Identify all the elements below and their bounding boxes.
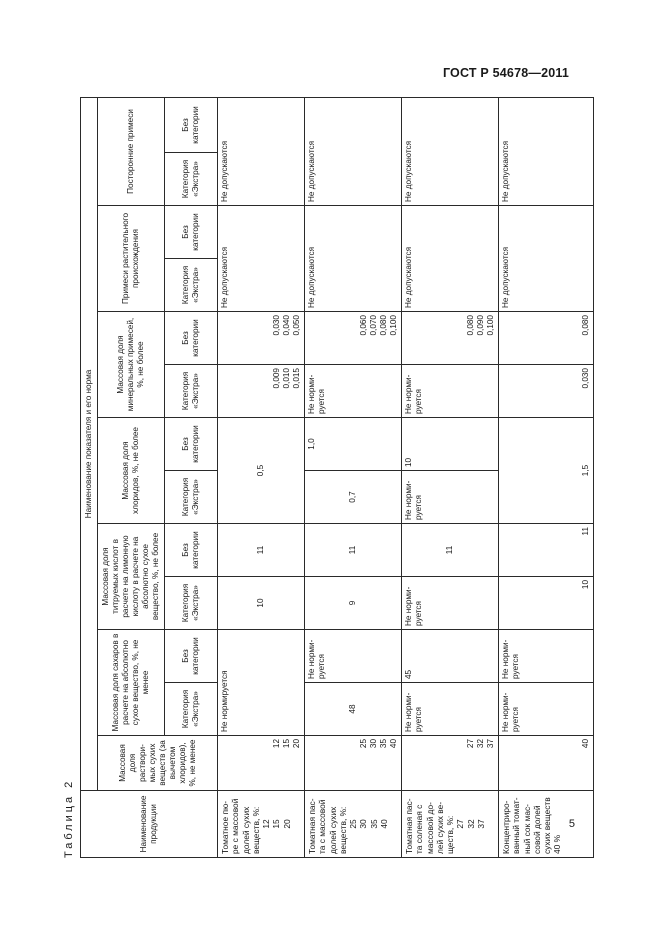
sub-mineral-extra: Категория «Экстра» [165,365,218,418]
chloride-none-value: 1,0 [305,418,402,471]
header-chloride: Массовая доля хлоридов, %, не более [98,418,165,524]
plant-value: Не допускаются [305,206,402,312]
product-name: Концентриро-ванный томат-ный сок мас-совой долей сухих веществ 40 % [501,797,563,854]
sub-foreign-extra: Категория «Экстра» [165,153,218,206]
foreign-value: Не допускаются [305,97,402,205]
header-dry-matter: Массовая доля раствори-мых сухих веществ (за вычетом хлоридов), %, не менее [98,736,218,791]
sub-plant-none: Без категории [165,206,218,259]
mineral-none-value: 0,080 [499,312,594,365]
product-values: 12 15 20 [261,819,292,829]
acid-none-value: 11 [402,524,499,577]
product-cell [218,791,305,858]
sugar-extra-value: 48 [305,683,402,736]
sub-acid-none: Без категории [165,524,218,577]
dry-value: 40 [499,736,594,791]
dry-value: 12 15 20 [218,736,305,791]
page-number: 5 [568,818,575,830]
standard-code: ГОСТ Р 54678—2011 [442,66,569,80]
sugar-none-value: 45 [402,630,499,683]
mineral-extra-value: Не норми-руется [402,365,499,418]
product-values: 25 30 35 40 [348,819,389,829]
table-caption: Таблица 2 [63,778,75,858]
acid-none-value: 11 [218,524,305,577]
foreign-value: Не допускаются [218,97,305,205]
table-row [218,97,305,857]
foreign-value: Не допускаются [402,97,499,205]
sub-plant-extra: Категория «Экстра» [165,259,218,312]
product-name: Томатное пю-ре с массовой долей сухих веществ, %: [220,798,261,854]
product-cell [499,791,594,858]
sub-mineral-none: Без категории [165,312,218,365]
acid-extra-value: 10 [218,577,305,630]
header-sugar: Массовая доля сахаров в расчете на абсолютно сухое вещество, %, не менее [98,630,165,736]
plant-value: Не допускаются [499,206,594,312]
sugar-value: Не нормируется [218,630,305,736]
dry-value: 25 30 35 40 [305,736,402,791]
header-foreign-impurities: Посторонние примеси [98,97,165,205]
chloride-none-value: 10 [402,418,499,471]
mineral-extra-value: 0,009 0,010 0,015 [218,365,305,418]
mineral-extra-value: 0,030 [499,365,594,418]
sugar-extra-value: Не норми-руется [499,683,594,736]
sugar-none-value: Не норми-руется [305,630,402,683]
header-indicator-group: Наименование показателя и его норма [81,97,98,790]
product-cell [305,791,402,858]
dry-value: 27 32 37 [402,736,499,791]
product-values: 27 32 37 [455,819,486,829]
product-cell [402,791,499,858]
rotated-table-block [60,98,590,858]
header-mineral: Массовая доля минеральных примесей, %, не более [98,312,165,418]
table-row [499,97,594,857]
product-name: Томатная пас-та соленая с массовой до-лей сухих ве-ществ, %: [404,798,455,854]
table-row [402,97,499,857]
mineral-extra-value: Не норми-руется [305,365,402,418]
plant-value: Не допускаются [402,206,499,312]
mineral-none-value: 0,030 0,040 0,050 [218,312,305,365]
sub-sugar-none: Без категории [165,630,218,683]
header-acid: Массовая доля титруемых кислот в расчете на лимонную кислоту в расчете на абсолютно сухое вещество, %, не более [98,524,165,630]
foreign-value: Не допускаются [499,97,594,205]
header-product: Наименование продукции [81,791,218,858]
sub-foreign-none: Без категории [165,97,218,152]
chloride-extra-value: Не норми-руется [402,471,499,524]
sugar-none-value: Не норми-руется [499,630,594,683]
chloride-value: 0,5 [218,418,305,524]
acid-none-value: 11 [305,524,402,577]
chloride-extra-value: 0,7 [305,471,402,524]
table-row [305,97,402,857]
mineral-none-value: 0,080 0,090 0,100 [402,312,499,365]
sub-chloride-extra: Категория «Экстра» [165,471,218,524]
acid-extra-value: 10 [499,577,594,630]
plant-value: Не допускаются [218,206,305,312]
header-plant-impurities: Примеси растительного происхождения [98,206,165,312]
acid-none-value: 11 [499,524,594,577]
mineral-none-value: 0,060 0,070 0,080 0,100 [305,312,402,365]
chloride-value: 1,5 [499,418,594,524]
sub-acid-extra: Категория «Экстра» [165,577,218,630]
quality-indicators-table [80,97,594,858]
sugar-extra-value: Не норми-руется [402,683,499,736]
sub-chloride-none: Без категории [165,418,218,471]
acid-extra-value: 9 [305,577,402,630]
acid-extra-value: Не норми-руется [402,577,499,630]
product-name: Томатная пас-та с массовой долей сухих веществ, %: [307,798,348,854]
sub-sugar-extra: Категория «Экстра» [165,683,218,736]
